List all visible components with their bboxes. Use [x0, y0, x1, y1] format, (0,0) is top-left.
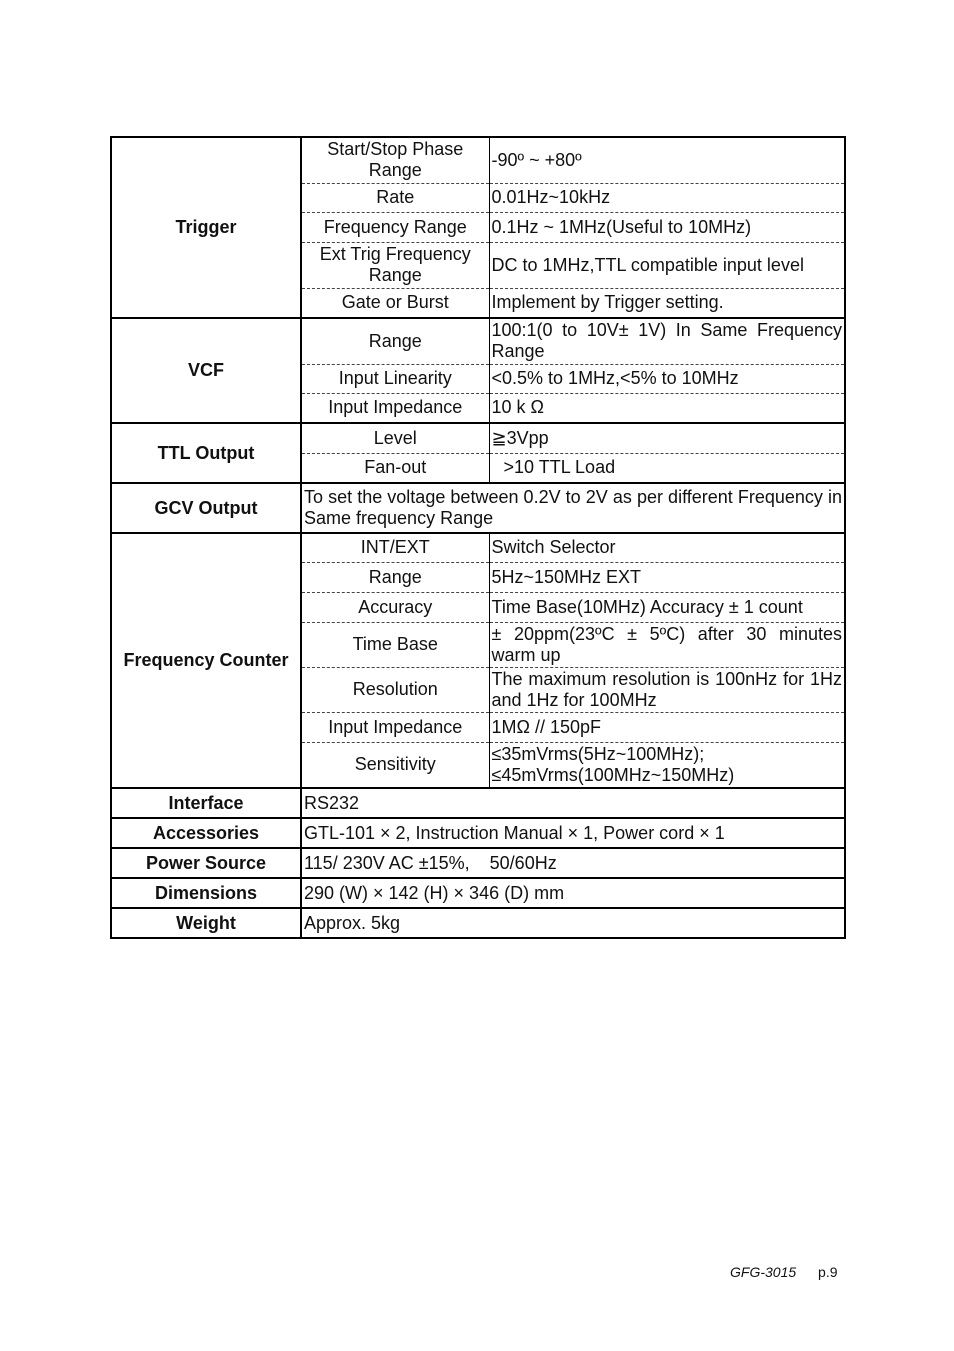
value-cell: To set the voltage between 0.2V to 2V as per different Frequency in Same frequency Range [301, 483, 845, 533]
value-cell: The maximum resolution is 100nHz for 1Hz and 1Hz for 100MHz [489, 667, 845, 712]
table-row [111, 788, 845, 818]
param-cell: Input Impedance [301, 712, 489, 742]
category-weight: Weight [111, 908, 301, 938]
param-cell: INT/EXT [301, 533, 489, 562]
param-cell: Start/Stop Phase Range [301, 137, 489, 183]
value-cell: -90º ~ +80º [489, 137, 845, 183]
value-cell: ± 20ppm(23ºC ± 5ºC) after 30 minutes warm up [489, 622, 845, 667]
category-power-source: Power Source [111, 848, 301, 878]
value-cell: <0.5% to 1MHz,<5% to 10MHz [489, 364, 845, 393]
category-vcf: VCF [111, 318, 301, 423]
page-number: p.9 [818, 1264, 838, 1280]
value-cell [489, 742, 845, 788]
value-cell: DC to 1MHz,TTL compatible input level [489, 242, 845, 288]
param-cell: Input Linearity [301, 364, 489, 393]
value-cell: GTL-101 × 2, Instruction Manual × 1, Power cord × 1 [301, 818, 845, 848]
value-cell: 10 k Ω [489, 393, 845, 423]
category-gcv-output: GCV Output [111, 483, 301, 533]
value-cell: Approx. 5kg [301, 908, 845, 938]
param-cell: Range [301, 562, 489, 592]
param-cell: Time Base [301, 622, 489, 667]
category-accessories: Accessories [111, 818, 301, 848]
model-name: GFG-3015 [730, 1264, 797, 1280]
table-row [111, 137, 845, 183]
value-line: ≤45mVrms(100MHz~150MHz) [491, 764, 735, 785]
value-cell: >10 TTL Load [489, 453, 845, 483]
table-row [111, 483, 845, 533]
value-cell: 0.1Hz ~ 1MHz(Useful to 10MHz) [489, 212, 845, 242]
category-dimensions: Dimensions [111, 878, 301, 908]
category-ttl-output: TTL Output [111, 423, 301, 483]
table-row [111, 533, 845, 562]
param-cell: Fan-out [301, 453, 489, 483]
table-row [111, 878, 845, 908]
value-cell: Time Base(10MHz) Accuracy ± 1 count [489, 592, 845, 622]
value-cell: RS232 [301, 788, 845, 818]
table-row [111, 423, 845, 453]
specification-table [110, 136, 846, 939]
value-cell: 5Hz~150MHz EXT [489, 562, 845, 592]
value-cell: Implement by Trigger setting. [489, 288, 845, 318]
category-interface: Interface [111, 788, 301, 818]
value-cell: 100:1(0 to 10V± 1V) In Same Frequency Range [489, 318, 845, 364]
param-cell: Sensitivity [301, 742, 489, 788]
param-cell: Rate [301, 183, 489, 212]
param-cell: Gate or Burst [301, 288, 489, 318]
value-cell: 1MΩ // 150pF [489, 712, 845, 742]
table-row [111, 318, 845, 364]
value-cell: 290 (W) × 142 (H) × 346 (D) mm [301, 878, 845, 908]
value-cell: 115/ 230V AC ±15%, 50/60Hz [301, 848, 845, 878]
param-cell: Resolution [301, 667, 489, 712]
value-cell: ≧3Vpp [489, 423, 845, 453]
value-line: ≤35mVrms(5Hz~100MHz); [491, 743, 705, 764]
param-cell: Range [301, 318, 489, 364]
page-footer [730, 1264, 838, 1280]
param-cell: Ext Trig Frequency Range [301, 242, 489, 288]
value-cell: Switch Selector [489, 533, 845, 562]
param-cell: Input Impedance [301, 393, 489, 423]
param-cell: Level [301, 423, 489, 453]
table-row [111, 818, 845, 848]
param-cell: Frequency Range [301, 212, 489, 242]
table-row [111, 848, 845, 878]
category-frequency-counter: Frequency Counter [111, 533, 301, 788]
param-cell: Accuracy [301, 592, 489, 622]
value-cell: 0.01Hz~10kHz [489, 183, 845, 212]
category-trigger: Trigger [111, 137, 301, 318]
table-row [111, 908, 845, 938]
